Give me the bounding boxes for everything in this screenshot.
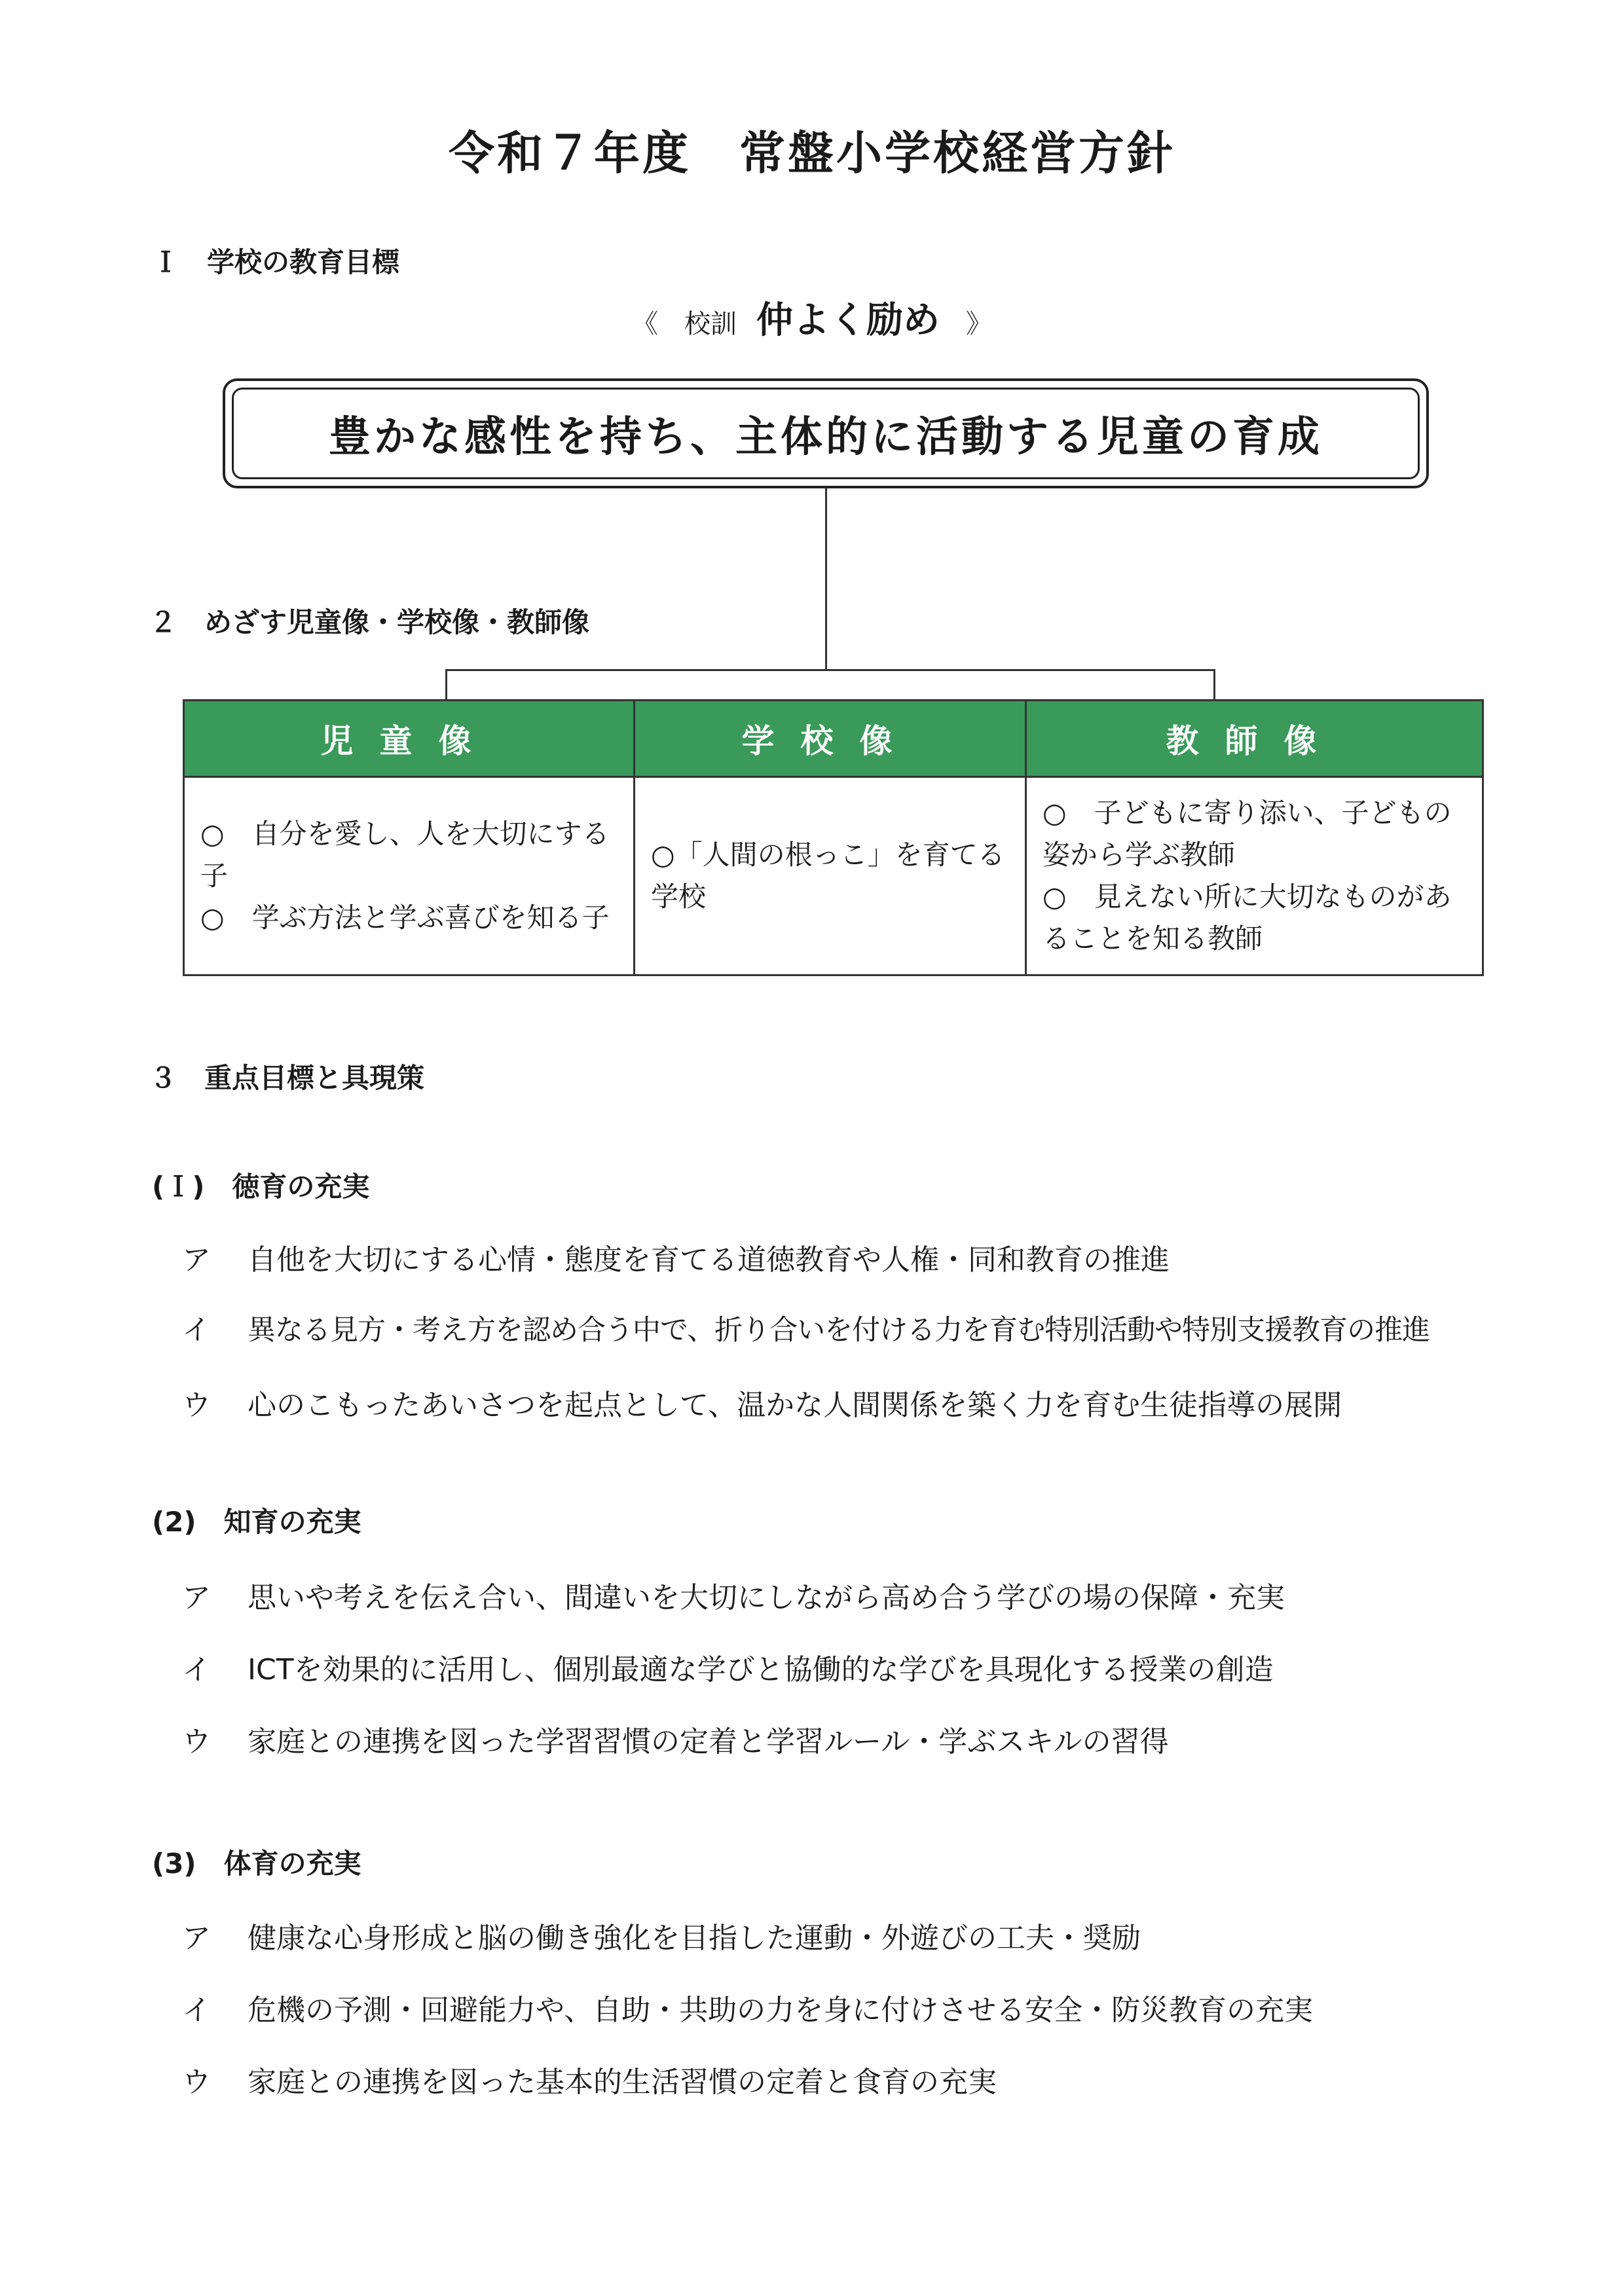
cell-school: [635, 777, 1026, 975]
connector-vertical: [825, 488, 827, 670]
motto-close: 》: [966, 309, 992, 339]
section2-heading: ２ めざす児童像・学校像・教師像: [149, 606, 590, 638]
cell-teacher: [1026, 777, 1483, 975]
school-item: ○「人間の根っこ」を育てる学校: [651, 839, 1005, 913]
ideal-images-table: [183, 699, 1484, 976]
section1-heading: Ｉ 学校の教育目標: [152, 246, 400, 278]
teacher-item: ○ 見えない所に大切なものがあることを知る教師: [1043, 881, 1452, 955]
cell-child: [184, 777, 635, 975]
motto-text: 仲よく励め: [756, 299, 940, 342]
group-title-intellect: (2) 知育の充実: [152, 1506, 361, 1538]
connector-right: [1213, 669, 1215, 701]
list-item: ウ 家庭との連携を図った基本的生活習慣の定着と食育の充実: [182, 2066, 997, 2099]
list-item: ウ 心のこもったあいさつを起点として、温かな人間関係を築く力を育む生徒指導の展開: [182, 1389, 1342, 1422]
school-motto: [0, 291, 1624, 344]
group-title-moral: (Ｉ) 徳育の充実: [152, 1171, 370, 1203]
connector-horizontal: [445, 669, 1215, 671]
header-child: 児童像: [184, 701, 635, 777]
list-item: イ 異なる見方・考え方を認め合う中で、折り合いを付ける力を育む特別活動や特別支援教育の推進: [182, 1314, 1430, 1347]
connector-left: [445, 669, 447, 701]
teacher-item: ○ 子どもに寄り添い、子どもの姿から学ぶ教師: [1043, 797, 1452, 871]
list-item: ウ 家庭との連携を図った学習習慣の定着と学習ルール・学ぶスキルの習得: [182, 1725, 1169, 1758]
section3-heading: ３ 重点目標と具現策: [149, 1062, 425, 1094]
child-item: ○ 学ぶ方法と学ぶ喜びを知る子: [200, 902, 610, 934]
motto-open: 《: [632, 309, 658, 339]
header-school: 学校像: [635, 701, 1026, 777]
education-goal-box: [223, 378, 1429, 488]
list-item: ア 自他を大切にする心情・態度を育てる道徳教育や人権・同和教育の推進: [182, 1243, 1170, 1277]
motto-label: 校訓: [684, 309, 737, 339]
page-title: 令和７年度 常盤小学校経営方針: [449, 126, 1175, 180]
list-item: イ 危機の予測・回避能力や、自助・共助の力を身に付けさせる安全・防災教育の充実: [182, 1994, 1314, 2027]
education-goal-text: 豊かな感性を持ち、主体的に活動する児童の育成: [232, 388, 1420, 479]
child-item: ○ 自分を愛し、人を大切にする子: [200, 818, 610, 892]
header-teacher: 教師像: [1026, 701, 1483, 777]
list-item: ア 健康な心身形成と脳の働き強化を目指した運動・外遊びの工夫・奨励: [182, 1922, 1141, 1955]
list-item: イ ICTを効果的に活用し、個別最適な学びと協働的な学びを具現化する授業の創造: [182, 1653, 1274, 1686]
list-item: ア 思いや考えを伝え合い、間違いを大切にしながら高め合う学びの場の保障・充実: [182, 1581, 1285, 1614]
group-title-physical: (3) 体育の充実: [152, 1848, 361, 1880]
